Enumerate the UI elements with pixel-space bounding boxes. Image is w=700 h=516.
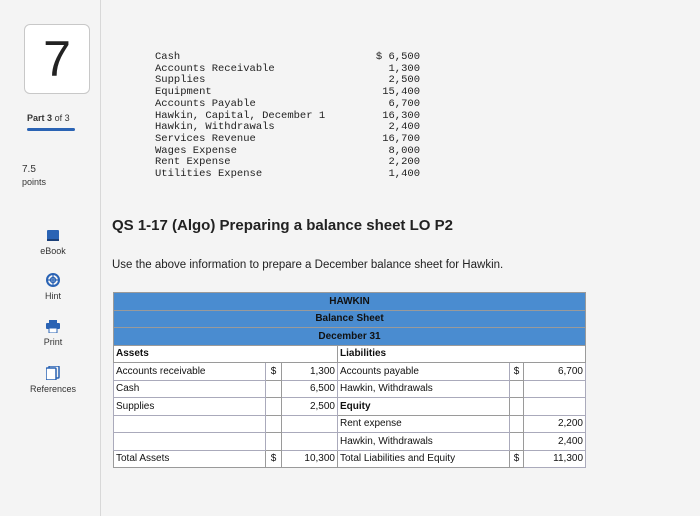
asset-dollar-sign	[266, 415, 282, 433]
asset-account-input[interactable]: Accounts receivable	[114, 363, 266, 381]
assets-header: Assets	[114, 345, 338, 363]
ebook-label: eBook	[40, 246, 66, 256]
asset-account-input[interactable]	[114, 415, 266, 433]
given-row	[155, 99, 420, 111]
lifebuoy-icon	[46, 273, 60, 287]
asset-amount-input[interactable]: 2,500	[282, 398, 338, 416]
asset-account-input[interactable]: Supplies	[114, 398, 266, 416]
total-assets-dollar: $	[266, 450, 282, 468]
equity-header: Equity	[338, 398, 510, 416]
asset-dollar-sign	[266, 398, 282, 416]
balance-sheet-rows	[114, 363, 586, 451]
given-account-name: Wages Expense	[155, 144, 237, 157]
total-liabilities-dollar: $	[510, 450, 524, 468]
given-account-name: Accounts Receivable	[155, 62, 275, 75]
sidebar	[0, 0, 101, 516]
asset-dollar-sign	[266, 433, 282, 451]
given-account-value: 8,000	[388, 144, 420, 157]
given-data-list	[155, 52, 420, 181]
given-account-name: Utilities Expense	[155, 168, 263, 181]
liability-amount-input[interactable]: 6,700	[524, 363, 586, 381]
given-account-name: Rent Expense	[155, 156, 231, 169]
given-row	[155, 169, 420, 181]
table-row	[114, 415, 586, 433]
question-title: QS 1-17 (Algo) Preparing a balance sheet LO P2	[112, 217, 453, 234]
statement-date: December 31	[114, 328, 586, 346]
asset-dollar-sign: $	[266, 363, 282, 381]
given-account-value: 16,300	[382, 109, 420, 122]
given-account-value: 1,300	[388, 62, 420, 75]
table-row	[114, 433, 586, 451]
total-assets-label: Total Assets	[114, 450, 266, 468]
part-progress-bar	[27, 128, 75, 131]
given-account-value: $ 6,500	[375, 51, 420, 63]
given-account-name: Equipment	[155, 86, 212, 99]
liability-amount-input[interactable]	[524, 380, 586, 398]
question-number[interactable]: 7	[24, 24, 90, 94]
asset-amount-input[interactable]	[282, 415, 338, 433]
table-row	[114, 363, 586, 381]
given-account-value: 2,200	[388, 156, 420, 169]
points-label: points	[22, 177, 47, 187]
given-account-name: Cash	[155, 51, 181, 63]
part-value: 3	[47, 113, 53, 123]
hint-label: Hint	[44, 291, 61, 301]
part-suffix: of 3	[54, 113, 70, 123]
given-account-name: Services Revenue	[155, 132, 256, 145]
given-account-value: 2,500	[388, 74, 420, 87]
liability-dollar-sign	[510, 433, 524, 451]
liability-amount-input[interactable]	[524, 398, 586, 416]
question-instruction: Use the above information to prepare a December balance sheet for Hawkin.	[112, 259, 504, 271]
company-name: HAWKIN	[114, 293, 586, 311]
table-row	[114, 380, 586, 398]
asset-amount-input[interactable]	[282, 433, 338, 451]
points-value: 7.5	[22, 164, 36, 175]
given-account-name: Hawkin, Capital, December 1	[155, 109, 326, 122]
table-row	[114, 398, 586, 416]
given-account-value: 1,400	[388, 168, 420, 181]
printer-icon	[46, 320, 60, 333]
book-icon	[46, 230, 60, 242]
liability-dollar-sign	[510, 398, 524, 416]
given-account-value: 16,700	[382, 132, 420, 145]
given-account-value: 15,400	[382, 86, 420, 99]
part-label: Part	[27, 113, 45, 123]
given-account-value: 6,700	[388, 97, 420, 110]
hint-button[interactable]	[18, 273, 88, 301]
print-button[interactable]	[18, 320, 88, 347]
given-row	[155, 134, 420, 146]
liability-account-input[interactable]: Accounts payable	[338, 363, 510, 381]
total-liabilities-equity-value[interactable]: 11,300	[524, 450, 586, 468]
liability-dollar-sign: $	[510, 363, 524, 381]
liability-dollar-sign	[510, 415, 524, 433]
ebook-button[interactable]	[18, 230, 88, 256]
liability-account-input[interactable]: Rent expense	[338, 415, 510, 433]
print-label: Print	[43, 337, 63, 347]
liabilities-header: Liabilities	[338, 345, 586, 363]
balance-sheet-table	[113, 292, 586, 468]
given-row	[155, 52, 420, 64]
references-button[interactable]	[18, 366, 88, 394]
liability-amount-input[interactable]: 2,400	[524, 433, 586, 451]
asset-amount-input[interactable]: 1,300	[282, 363, 338, 381]
references-label: References	[29, 384, 77, 394]
given-account-value: 2,400	[388, 121, 420, 134]
liability-amount-input[interactable]: 2,200	[524, 415, 586, 433]
asset-amount-input[interactable]: 6,500	[282, 380, 338, 398]
total-liabilities-equity-label: Total Liabilities and Equity	[338, 450, 510, 468]
statement-name: Balance Sheet	[114, 310, 586, 328]
liability-account-input[interactable]: Hawkin, Withdrawals	[338, 433, 510, 451]
total-assets-value: 10,300	[282, 450, 338, 468]
part-indicator	[27, 113, 70, 123]
references-icon	[46, 366, 60, 380]
liability-account-input[interactable]: Hawkin, Withdrawals	[338, 380, 510, 398]
given-account-name: Accounts Payable	[155, 97, 256, 110]
given-account-name: Supplies	[155, 74, 206, 87]
asset-dollar-sign	[266, 380, 282, 398]
asset-account-input[interactable]: Cash	[114, 380, 266, 398]
liability-dollar-sign	[510, 380, 524, 398]
asset-account-input[interactable]	[114, 433, 266, 451]
given-account-name: Hawkin, Withdrawals	[155, 121, 275, 134]
